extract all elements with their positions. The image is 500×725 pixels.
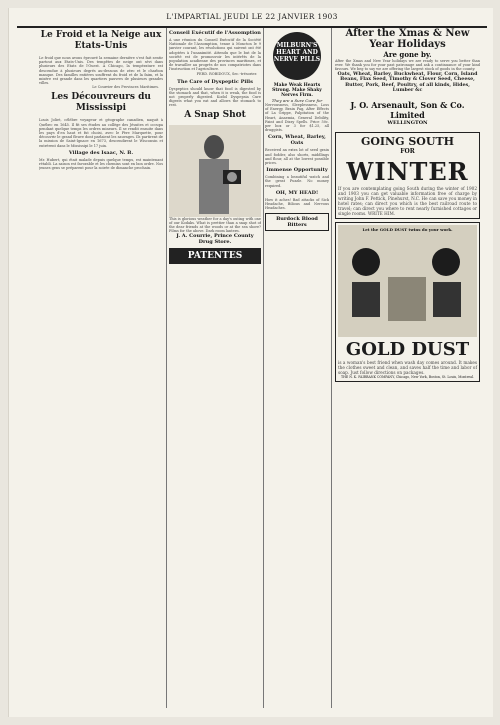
column-rule <box>263 28 264 708</box>
gold-dust-heading: GOLD DUST <box>345 338 470 360</box>
gold-dust-copy: is a woman's best friend when wash day comes around. It makes the clothes sweet and clean, and saves half the time and labor of soap. Just follow directions on packages. <box>338 359 477 375</box>
winter-advertisement <box>335 132 480 219</box>
gold-dust-caption: Let the GOLD DUST twins do your work. <box>362 226 453 232</box>
gold-dust-twins-illustration <box>338 225 477 337</box>
cold-story: Le froid que nous avons éprouvé la semaine dernière s'est fait sentir partout aux Etats-Unis. Des tempêtes de neige ont sévi dans plusieurs des Etats de l'Ouest. A Chicago, la température est descendue à plusieurs degrés au-dessous de zéro et le charbon manque. Des familles entières souffrent du froid et de la faim, et la misère est grande dans les quartiers pauvres de plusieurs grandes villes. <box>39 56 163 86</box>
produce-list: Oats, Wheat, Barley, Buckwheat, Flour, Corn, Island Beans, Flax Seed, Timothy & Clover Seed, Cheese, Butter, Pork, Beef, Poultry, of all kinds, Hides, Lumber &c <box>337 70 478 94</box>
column-four <box>335 28 480 708</box>
opportunity-notice: Combining a beautiful watch and the great Puzzle. No money required. <box>265 175 329 188</box>
milburn-headline: Make Weak Hearts Strong. Make Shaky Nerves Firm. <box>272 83 322 98</box>
milburn-heart-logo: MILBURN'S HEART AND NERVE PILLS <box>273 32 321 80</box>
headline-opportunity: Immense Opportunity <box>266 167 328 174</box>
council-signature: FERD. ROBIDOUX, Sec.-trésorier. <box>196 71 257 76</box>
milburn-sub: They are a Sure Cure for <box>271 98 323 103</box>
snap-shot-story: This is glorious weather for a day's outing with one of our Kodaks. What is prettier than a snap shot of the dear friends at the woods or at the sea shore? Films for the above. Dark room lantern. <box>169 216 261 234</box>
gold-dust-advertisement <box>335 222 480 382</box>
headline-discoverers: Les Découvreurs du Mississipi <box>51 92 151 114</box>
column-two <box>169 28 261 708</box>
for-text: FOR <box>400 147 415 155</box>
column-one <box>39 28 163 708</box>
column-rule <box>331 28 332 708</box>
holiday-heading: After the Xmas & New Year Holidays <box>345 28 470 50</box>
burdock-advertisement: Burdock Blood Bitters <box>265 213 329 231</box>
village-story: Mr. Hubert, qui était malade depuis quelque temps, est maintenant rétabli. La saison est favorable et les chemins sont en bon ordre. Nos jeunes gens se préparent pour la soirée de dimanche prochain. <box>39 157 163 171</box>
column-rule <box>166 28 167 708</box>
going-south-heading: GOING SOUTH <box>360 134 455 148</box>
masthead: L'IMPARTIAL JEUDI LE 22 JANVIER 1903 <box>17 12 487 28</box>
headline-council: Conseil Exécutif de l'Assomption <box>169 30 261 36</box>
patents-stamp: PATENTES <box>169 248 261 264</box>
kodak-illustration <box>169 125 261 217</box>
camera-woman-drawing <box>169 125 261 217</box>
cold-signature: Le Courrier des Provinces Maritimes. <box>92 85 159 90</box>
winter-copy: If you are contemplating going South during the winter of 1902 and 1903 you can get valuable information free of charge by writing John F. Pettick, Pinehurst, N.C. He can save you money in hotel rates; can direct you which is the best railroad route to travel; can direct you where to rent nearly furnished cottages or single rooms. WRITE HIM. <box>338 185 477 216</box>
headache-notice: How it aches! Bad attacks of Sick Headache, Bilious and Nervous Headaches. <box>265 197 329 211</box>
headline-village: Village des Isaac, N. B. <box>68 149 134 156</box>
fairbank-company: THE N. K. FAIRBANK COMPANY, Chicago, New York, Boston, St. Louis, Montreal. <box>340 374 475 379</box>
milburn-copy: Nervousness, Sleeplessness, Loss of Energy, Brain Fag, After Effects of La Grippe, Palpitation of the Heart, Anaemia, General Debility, Faint and Dizzy Spells. Price 50c. per box or 3 for $1.25, all druggists. <box>265 103 329 133</box>
headline-dyspeptic: The Care of Dyspeptic Pills <box>177 78 253 85</box>
discoverers-story: Louis Joliet, célèbre voyageur et géographe canadien, naquit à Québec en 1645. Il fit ses études au collège des Jésuites et occupa pendant quelque temps les ordres mineurs. Il se rendit ensuite dans les pays d'en haut et fut choisi, avec le Père Marquette, pour découvrir le grand fleuve dont parlaient les sauvages. Ils partirent de la mission de Saint-Ignace en 1673, descendirent le Wisconsin et entrèrent dans le Mississipi le 17 juin. <box>39 118 163 148</box>
drug-store-signer: J. A. Courrie, Prince County Drug Store. <box>176 233 254 246</box>
column-three <box>265 28 329 708</box>
holiday-subheading: Are gone by. <box>383 50 432 59</box>
newspaper-page <box>8 8 493 717</box>
wellington-town: WELLINGTON <box>387 119 428 126</box>
winter-heading: WINTER <box>346 156 469 186</box>
headline-headache: OH, MY HEAD! <box>275 189 319 196</box>
dyspeptic-story: Dyspeptics should know that food is digested by the stomach and that, when it is weak, the food is not properly digested. Kodol Dyspepsia Cure digests what you eat and allows the stomach to rest. <box>169 86 261 108</box>
gold-dust-twins-drawing <box>338 232 479 332</box>
grain-notice: Received an extra lot of seed grain and fodder, also shorts, middlings and flour, all at the lowest possible prices. <box>265 148 329 166</box>
headline-cold: Le Froid et la Neige aux Etats-Unis <box>40 30 162 51</box>
arsenault-firm: J. O. Arsenault, Son & Co. Limited <box>350 99 465 120</box>
headline-snap-shot: A Snap Shot <box>184 109 246 120</box>
council-story: A une réunion du Conseil Exécutif de la Société Nationale de l'Assomption, tenue à Moncton le 9 janvier courant, les résolutions qui suivent ont été adoptées à l'unanimité. Attendu que le but de la société est de promouvoir les intérêts de la population acadienne des provinces maritimes, et de travailler au progrès de nos compatriotes dans l'instruction et l'agriculture. <box>169 38 261 72</box>
headline-grain: Corn, Wheat, Barley, Oats <box>268 134 326 147</box>
holiday-copy: After the Xmas and New Year holidays we are ready to serve you better than ever. We thank you for your past patronage and ask a continuance of your kind favours. We beg to say we are offering the largest stock of goods in the county. <box>335 59 480 72</box>
